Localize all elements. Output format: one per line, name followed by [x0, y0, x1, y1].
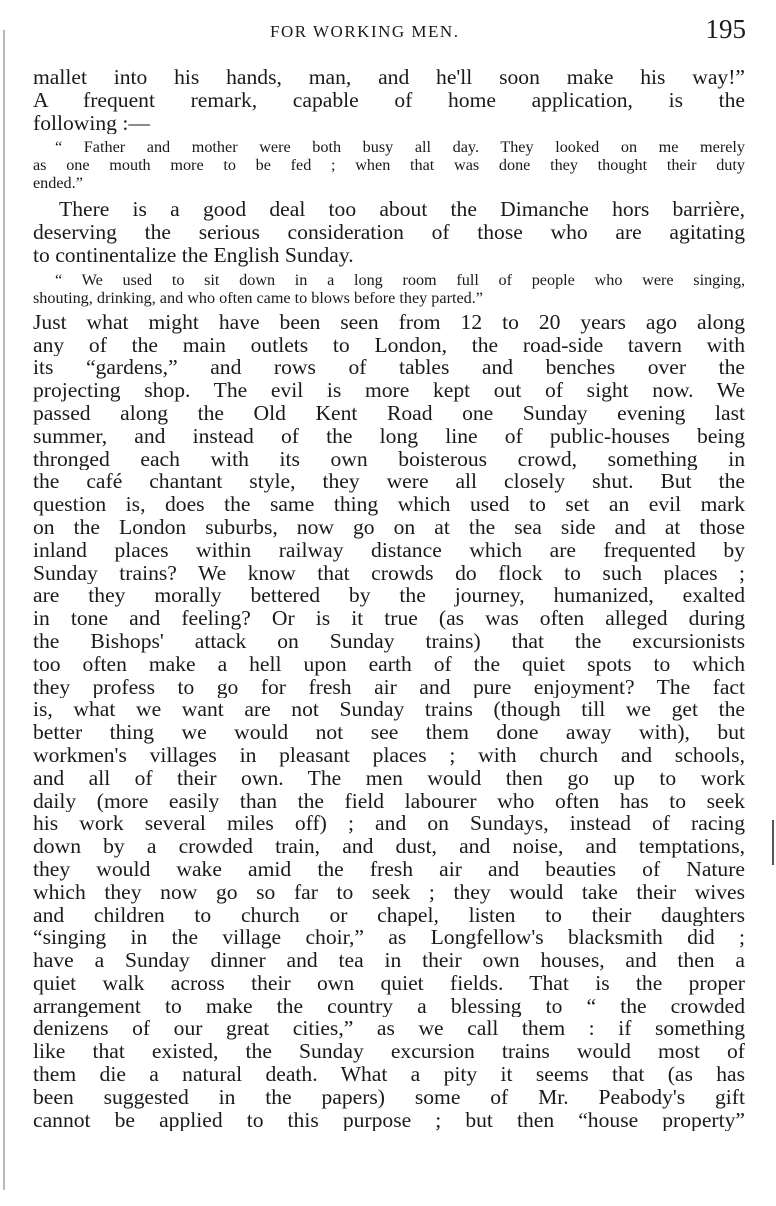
- text-line: passed along the Old Kent Road one Sunday evening last: [33, 401, 745, 425]
- text-line: mallet into his hands, man, and he'll soon make his way!”: [33, 66, 745, 89]
- text-line: inland places within railway distance which are frequented by: [33, 538, 745, 562]
- text-line: and children to church or chapel, listen to their daughters: [33, 903, 745, 927]
- text-line: the café chantant style, they were all closely shut. But the: [33, 470, 745, 494]
- text-line: “singing in the village choir,” as Longfellow's blacksmith did ;: [33, 926, 745, 950]
- text-line: projecting shop. The evil is more kept out of sight now. We: [33, 379, 745, 402]
- text-line: like that existed, the Sunday excursion trains would most of: [33, 1040, 745, 1064]
- quote-line: “ Father and mother were both busy all day. They looked on me merely: [55, 138, 745, 157]
- text-line: question is, does the same thing which used to set an evil mark: [33, 493, 745, 516]
- quote-line: as one mouth more to be fed ; when that was done they thought their duty: [33, 156, 745, 175]
- text-line: them die a natural death. What a pity it seems that (as has: [33, 1063, 745, 1086]
- running-title: FOR WORKING MEN.: [270, 22, 460, 41]
- text-line: quiet walk across their own quiet fields. That is the proper: [33, 971, 745, 995]
- text-line: and all of their own. The men would then go up to work: [33, 766, 745, 790]
- text-line: better thing we would not see them done away with), but: [33, 721, 745, 744]
- text-line: There is a good deal too about the Dimanche hors barrière,: [59, 198, 745, 222]
- text-line: Just what might have been seen from 12 to 20 years ago along: [33, 310, 745, 334]
- quote-line: shouting, drinking, and who often came to blows before they parted.”: [33, 288, 483, 307]
- text-line: they would wake amid the fresh air and beauties of Nature: [33, 857, 745, 881]
- text-line: its “gardens,” and rows of tables and benches over the: [33, 356, 745, 380]
- text-line: too often make a hell upon earth of the quiet spots to which: [33, 652, 745, 676]
- text-line: down by a crowded train, and dust, and noise, and temptations,: [33, 835, 745, 858]
- text-line: daily (more easily than the field labourer who often has to seek: [33, 789, 745, 813]
- block-quote-1: [33, 138, 745, 192]
- text-line: A frequent remark, capable of home application, is the: [33, 88, 745, 112]
- quote-line: “ We used to sit down in a long room full of people who were singing,: [55, 270, 745, 289]
- text-line: the Bishops' attack on Sunday trains) that the excursionists: [33, 629, 745, 653]
- right-margin-mark: [772, 820, 774, 865]
- paragraph-continuation: [33, 66, 745, 134]
- text-line: workmen's villages in pleasant places ; with church and schools,: [33, 743, 745, 767]
- text-line: have a Sunday dinner and tea in their own houses, and then a: [33, 949, 745, 972]
- text-line: on the London suburbs, now go on at the sea side and at those: [33, 515, 745, 539]
- text-line: in tone and feeling? Or is it true (as was often alleged during: [33, 607, 745, 630]
- text-line: arrangement to make the country a blessing to “ the crowded: [33, 994, 745, 1018]
- text-line: they profess to go for fresh air and pure enjoyment? The fact: [33, 675, 745, 699]
- left-page-edge: [3, 30, 5, 1190]
- text-line: his work several miles off) ; and on Sundays, instead of racing: [33, 812, 745, 836]
- quote-line: ended.”: [33, 174, 83, 193]
- text-line: any of the main outlets to London, the road-side tavern with: [33, 333, 745, 357]
- text-line: denizens of our great cities,” as we call them : if something: [33, 1017, 745, 1041]
- text-line: been suggested in the papers) some of Mr. Peabody's gift: [33, 1085, 745, 1109]
- paragraph-sunday-trains: [33, 311, 745, 1132]
- page-header: [30, 14, 750, 50]
- text-line: are they morally bettered by the journey, humanized, exalted: [33, 584, 745, 608]
- text-line: is, what we want are not Sunday trains (though till we get the: [33, 698, 745, 722]
- text-line: which they now go so far to seek ; they would take their wives: [33, 880, 745, 904]
- text-line: cannot be applied to this purpose ; but then “house property”: [33, 1108, 745, 1132]
- page-text: [33, 66, 745, 1131]
- text-line: summer, and instead of the long line of public-houses being: [33, 424, 745, 448]
- page-number: 195: [705, 14, 746, 44]
- block-quote-2: [33, 271, 745, 307]
- text-line: thronged each with its own boisterous crowd, something in: [33, 447, 745, 471]
- text-line: to continentalize the English Sunday.: [33, 243, 354, 267]
- text-line: deserving the serious consideration of those who are agitating: [33, 221, 745, 244]
- paragraph-dimanche: [33, 198, 745, 266]
- text-line: Sunday trains? We know that crowds do flock to such places ;: [33, 561, 745, 585]
- text-line: following :—: [33, 111, 150, 135]
